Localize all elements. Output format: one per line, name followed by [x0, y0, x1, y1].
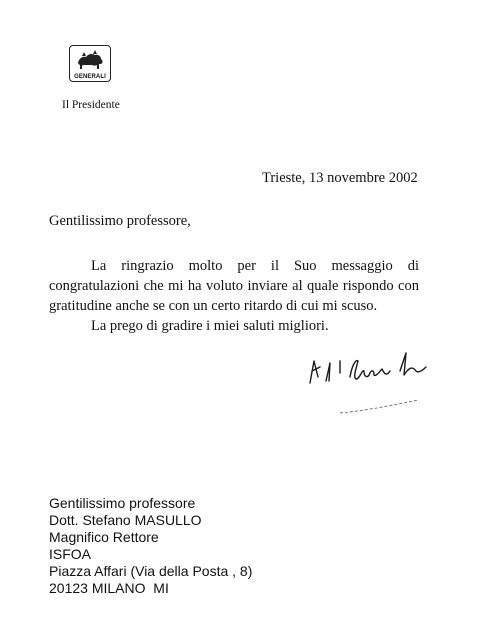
body-paragraph: La ringrazio molto per il Suo messaggio di congratulazioni che mi ha voluto inviare al quale rispondo con gratitudine anche se con un certo ritardo di cui mi scuso. [49, 258, 419, 314]
recipient-address [49, 495, 252, 597]
logo-wordmark: GENERALI [74, 74, 106, 80]
recipient-line: ISFOA [49, 546, 92, 562]
recipient-line: Magnifico Rettore [49, 529, 159, 545]
recipient-line: 20123 MILANO MI [49, 580, 169, 596]
recipient-line: Piazza Affari (Via della Posta , 8) [49, 563, 253, 579]
handwritten-signature [300, 325, 450, 425]
salutation: Gentilissimo professore, [49, 213, 191, 229]
letter-date: Trieste, 13 novembre 2002 [262, 170, 418, 186]
generali-logo [69, 45, 111, 82]
closing-line: La prego di gradire i miei saluti migliori. [91, 318, 329, 334]
recipient-line: Dott. Stefano MASULLO [49, 512, 202, 528]
sender-title: Il Presidente [62, 99, 120, 111]
recipient-line: Gentilissimo professore [49, 495, 196, 511]
